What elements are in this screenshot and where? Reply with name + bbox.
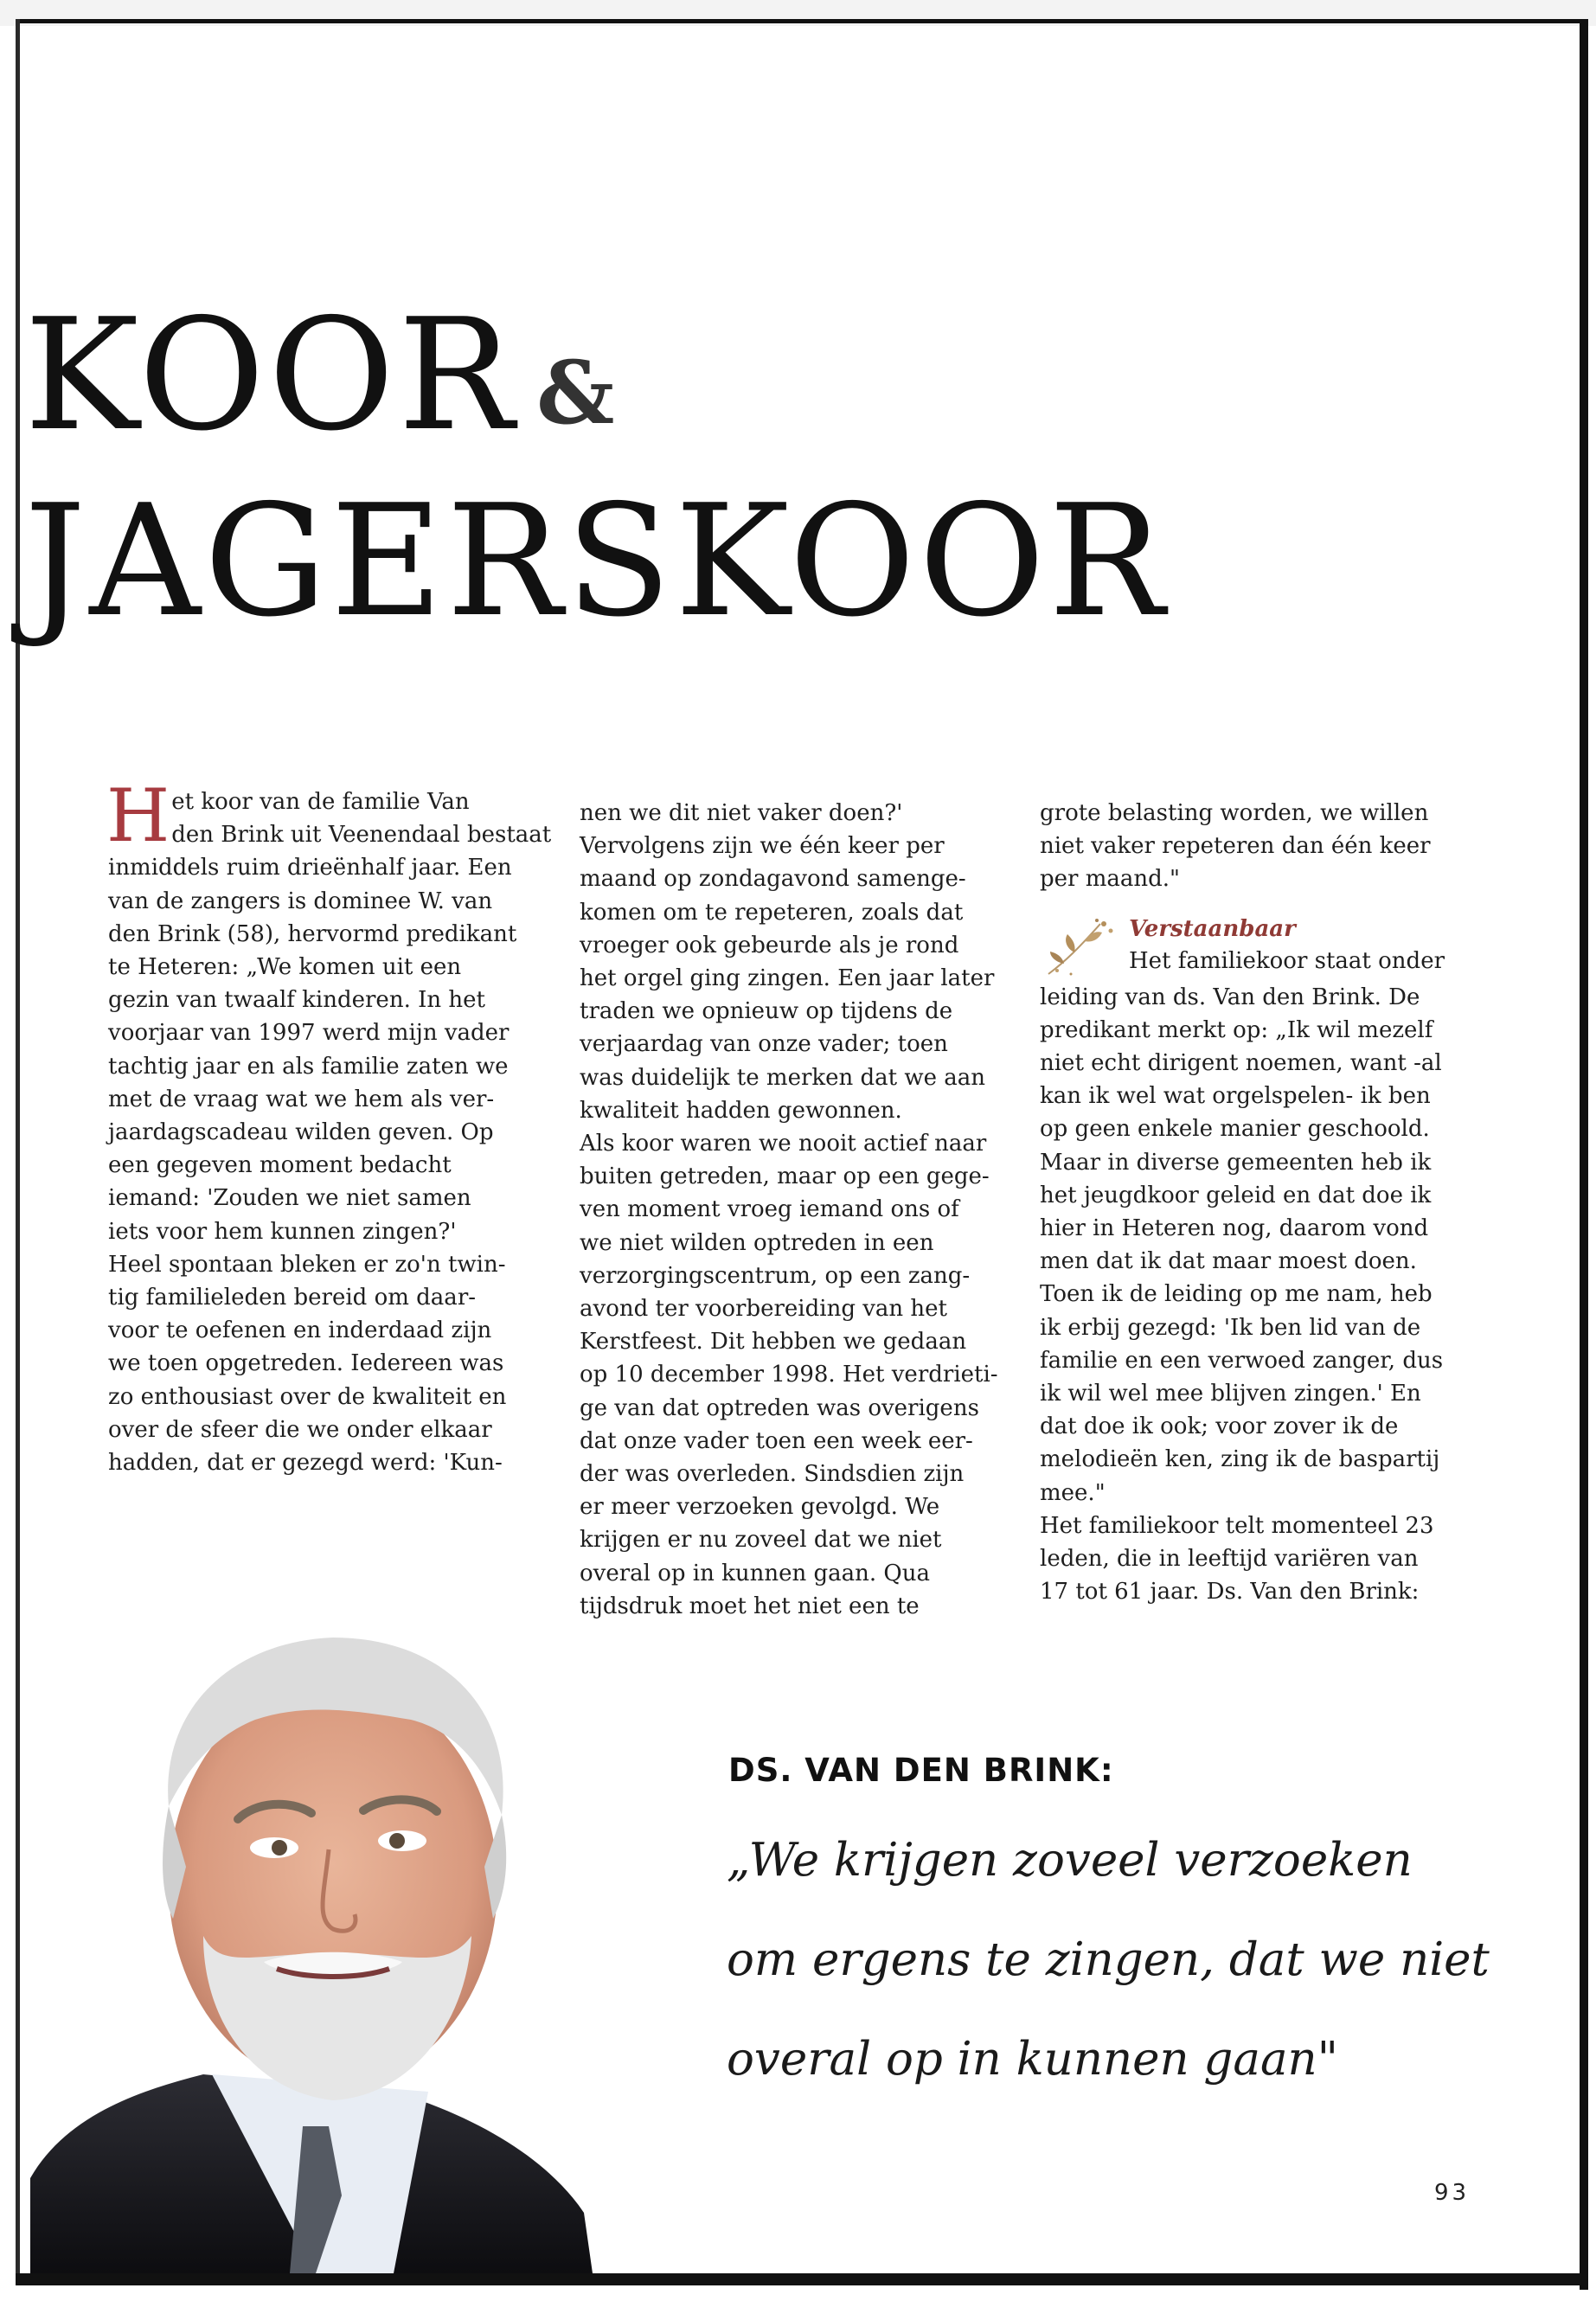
page-border-right bbox=[1580, 19, 1588, 2290]
text-line: leden, die in leeftijd variëren van bbox=[1040, 1546, 1419, 1573]
text-line: met de vraag wat we hem als ver- bbox=[108, 1086, 495, 1112]
text-line: tachtig jaar en als familie zaten we bbox=[108, 1053, 509, 1080]
text-line: vroeger ook gebeurde als je rond bbox=[580, 932, 959, 958]
portrait-photo bbox=[30, 1607, 774, 2273]
text-line: Als koor waren we nooit actief naar bbox=[580, 1131, 987, 1157]
text-line: grote belasting worden, we willen bbox=[1040, 800, 1429, 826]
text-line: over de sfeer die we onder elkaar bbox=[108, 1416, 492, 1443]
text-line: tijdsdruk moet het niet een te bbox=[580, 1593, 920, 1619]
text-line: kan ik wel wat orgelspelen- ik ben bbox=[1040, 1083, 1431, 1110]
article-column-2 bbox=[580, 797, 1012, 1623]
text-line: voorjaar van 1997 werd mijn vader bbox=[108, 1020, 510, 1047]
text-line: niet echt dirigent noemen, want -al bbox=[1040, 1050, 1442, 1077]
text-line: niet vaker repeteren dan één keer bbox=[1040, 833, 1431, 860]
text-line: iets voor hem kunnen zingen?' bbox=[108, 1218, 457, 1245]
text-line: het jeugdkoor geleid en dat doe ik bbox=[1040, 1182, 1432, 1208]
text-line: verzorgingscentrum, op een zang- bbox=[580, 1262, 971, 1289]
text-line: voor te oefenen en inderdaad zijn bbox=[108, 1317, 492, 1344]
text-line: den Brink uit Veenendaal bestaat bbox=[171, 822, 552, 849]
text-line: den Brink (58), hervormd predikant bbox=[108, 920, 517, 947]
text-line: predikant merkt op: „Ik wil mezelf bbox=[1040, 1016, 1433, 1043]
text-line: dat onze vader toen een week eer- bbox=[580, 1427, 973, 1454]
text-line: komen om te repeteren, zoals dat bbox=[580, 899, 964, 926]
text-line: der was overleden. Sindsdien zijn bbox=[580, 1461, 965, 1488]
text-line: ven moment vroeg iemand ons of bbox=[580, 1196, 959, 1223]
plant-sprig-icon bbox=[1040, 913, 1122, 981]
text-line: Het familiekoor telt momenteel 23 bbox=[1040, 1512, 1434, 1539]
text-line: avond ter voorbereiding van het bbox=[580, 1296, 948, 1323]
pull-quote-speaker: DS. VAN DEN BRINK: bbox=[728, 1752, 1114, 1789]
text-line: het orgel ging zingen. Een jaar later bbox=[580, 965, 995, 992]
text-line: verjaardag van onze vader; toen bbox=[580, 1031, 948, 1058]
text-line: leiding van ds. Van den Brink. De bbox=[1040, 984, 1420, 1010]
text-line: et koor van de familie Van bbox=[171, 789, 470, 815]
text-line: van de zangers is dominee W. van bbox=[108, 888, 493, 914]
subheading-block bbox=[1040, 913, 1472, 981]
text-line: kwaliteit hadden gewonnen. bbox=[580, 1097, 902, 1124]
text-line: op 10 december 1998. Het verdrieti- bbox=[580, 1362, 998, 1388]
drop-cap: H bbox=[106, 773, 170, 858]
text-line: was duidelijk te merken dat we aan bbox=[580, 1064, 986, 1091]
text-line: buiten getreden, maar op een gege- bbox=[580, 1163, 990, 1190]
text-line: men dat ik dat maar moest doen. bbox=[1040, 1248, 1417, 1275]
text-line: er meer verzoeken gevolgd. We bbox=[580, 1494, 940, 1521]
text-line: ik wil wel mee blijven zingen.' En bbox=[1040, 1381, 1421, 1407]
text-line: maand op zondagavond samenge- bbox=[580, 866, 966, 893]
text-line: we niet wilden optreden in een bbox=[580, 1229, 934, 1256]
text-line: tig familieleden bereid om daar- bbox=[108, 1285, 477, 1311]
text-line: hadden, dat er gezegd werd: 'Kun- bbox=[108, 1450, 503, 1477]
text-line: per maand." bbox=[1040, 866, 1180, 893]
text-line: dat doe ik ook; voor zover ik de bbox=[1040, 1413, 1399, 1440]
text-line: Het familiekoor staat onder bbox=[1129, 947, 1445, 974]
subheading-title: Verstaanbaar bbox=[1129, 915, 1296, 942]
article-column-1 bbox=[106, 773, 552, 1479]
pull-quote-line: om ergens te zingen, dat we niet bbox=[727, 1933, 1490, 1986]
text-line: Heel spontaan bleken er zo'n twin- bbox=[108, 1251, 506, 1278]
page-border-bottom bbox=[16, 2273, 1588, 2285]
text-line: zo enthousiast over de kwaliteit en bbox=[108, 1383, 507, 1410]
text-line: inmiddels ruim drieënhalf jaar. Een bbox=[108, 855, 512, 881]
text-line: iemand: 'Zouden we niet samen bbox=[108, 1185, 471, 1212]
text-line: hier in Heteren nog, daarom vond bbox=[1040, 1215, 1429, 1242]
headline-line-2: JAGERSKOOR bbox=[24, 471, 1169, 651]
pull-quote-line: „We krijgen zoveel verzoeken bbox=[727, 1834, 1413, 1887]
text-line: te Heteren: „We komen uit een bbox=[108, 954, 462, 981]
text-line: jaardagscadeau wilden geven. Op bbox=[108, 1119, 494, 1146]
headline-line-1: KOOR & bbox=[24, 285, 619, 465]
text-line: een gegeven moment bedacht bbox=[108, 1152, 452, 1179]
article-column-3 bbox=[1040, 797, 1472, 1608]
text-line: ik erbij gezegd: 'Ik ben lid van de bbox=[1040, 1314, 1421, 1341]
text-line: familie en een verwoed zanger, dus bbox=[1040, 1347, 1444, 1374]
text-line: overal op in kunnen gaan. Qua bbox=[580, 1560, 930, 1586]
text-line: Toen ik de leiding op me nam, heb bbox=[1040, 1281, 1433, 1308]
text-line: gezin van twaalf kinderen. In het bbox=[108, 987, 485, 1014]
page-border-top bbox=[16, 19, 1588, 23]
text-line: ge van dat optreden was overigens bbox=[580, 1394, 979, 1421]
text-line: Kerstfeest. Dit hebben we gedaan bbox=[580, 1329, 967, 1356]
text-line: mee." bbox=[1040, 1479, 1106, 1506]
pull-quote-line: overal op in kunnen gaan" bbox=[727, 2033, 1339, 2086]
text-line: 17 tot 61 jaar. Ds. Van den Brink: bbox=[1040, 1579, 1420, 1606]
page-number: 93 bbox=[1434, 2180, 1471, 2206]
text-line: we toen opgetreden. Iedereen was bbox=[108, 1350, 504, 1377]
text-line: nen we dit niet vaker doen?' bbox=[580, 800, 903, 826]
text-line: Maar in diverse gemeenten heb ik bbox=[1040, 1149, 1432, 1176]
page-border-left bbox=[16, 19, 20, 2285]
text-line: krijgen er nu zoveel dat we niet bbox=[580, 1527, 942, 1554]
text-line: Vervolgens zijn we één keer per bbox=[580, 833, 945, 860]
text-line: traden we opnieuw op tijdens de bbox=[580, 998, 953, 1025]
text-line: melodieën ken, zing ik de baspartij bbox=[1040, 1446, 1440, 1473]
text-line: op geen enkele manier geschoold. bbox=[1040, 1116, 1430, 1143]
headline-ampersand: & bbox=[536, 342, 619, 444]
